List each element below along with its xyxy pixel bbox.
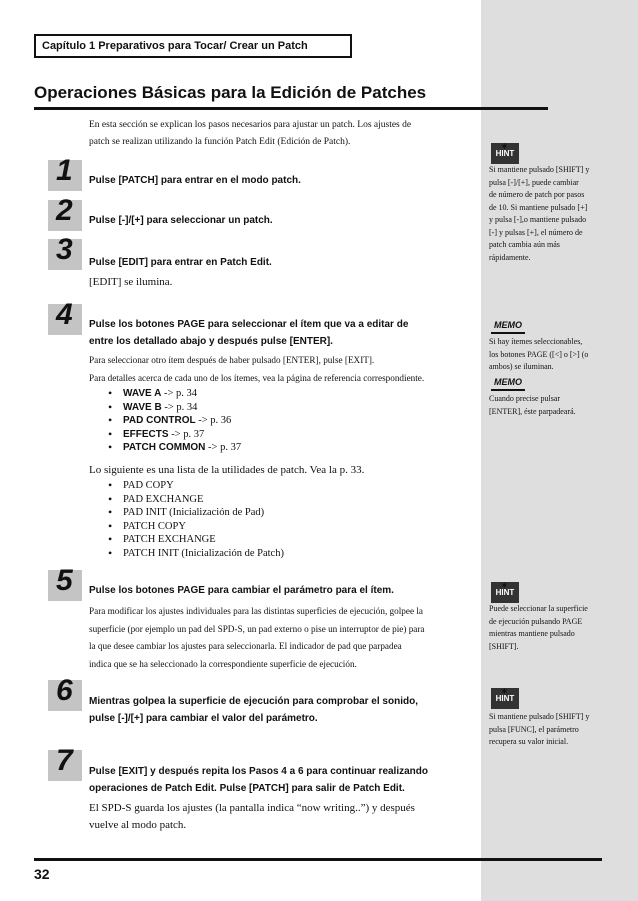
- list-item: • PATCH EXCHANGE: [105, 533, 284, 547]
- note-line: mientras mantiene pulsado: [489, 629, 575, 638]
- list-item: [105, 401, 241, 415]
- list-item: • PATCH INIT (Inicialización de Patch): [105, 547, 284, 561]
- step-number-4: 4: [56, 298, 73, 331]
- list-item: [105, 414, 241, 428]
- note-line: [SHIFT].: [489, 641, 519, 651]
- instruction-line: operaciones de Patch Edit. Pulse [PATCH] para salir de Patch Edit.: [89, 783, 405, 794]
- hint-note-3: [489, 711, 621, 749]
- step-6-instruction: [89, 693, 469, 727]
- ref-page: -> p. 34: [161, 388, 198, 399]
- instruction-line: Mientras golpea la superficie de ejecución para comprobar el sonido,: [89, 696, 418, 707]
- list-item: [105, 441, 241, 455]
- note-line: Si hay ítemes seleccionables,: [489, 337, 583, 346]
- detail-line: Para seleccionar otro ítem después de haber pulsado [ENTER], pulse [EXIT].: [89, 355, 375, 365]
- step-5-instruction: Pulse los botones PAGE para cambiar el parámetro para el ítem.: [89, 585, 394, 596]
- utilities-intro: Lo siguiente es una lista de la utilidades de patch. Vea la p. 33.: [89, 464, 365, 476]
- note-line: de 10. Si mantiene pulsado [+]: [489, 202, 588, 212]
- note-line: rápidamente.: [489, 252, 531, 262]
- list-item: [105, 387, 241, 401]
- step-number-2: 2: [56, 194, 73, 227]
- step-number-6: 6: [56, 674, 73, 707]
- hint-icon: ✶ HINT: [491, 688, 519, 709]
- note-line: patch cambia aún más: [489, 240, 560, 249]
- instruction-line: Pulse los botones PAGE para seleccionar el ítem que va a editar de: [89, 319, 409, 330]
- ref-name: EFFECTS: [123, 428, 169, 440]
- note-line: [ENTER], éste parpadeará.: [489, 406, 576, 416]
- ref-page: -> p. 36: [195, 415, 232, 426]
- note-line: Cuando precise pulsar: [489, 394, 561, 403]
- intro-line: patch se realizan utilizando la función Patch Edit (Edición de Patch).: [89, 137, 351, 147]
- detail-line: la que desee cambiar los ajustes para seleccionarla. El indicador de pad que parpadea: [89, 641, 402, 651]
- list-item: • PAD EXCHANGE: [105, 493, 284, 507]
- hint-label: HINT: [495, 588, 515, 597]
- note-line: vuelve al modo patch.: [89, 819, 187, 831]
- step-3-instruction: Pulse [EDIT] para entrar en Patch Edit.: [89, 257, 272, 268]
- hint-icon: ✶ HINT: [491, 143, 519, 164]
- footer-rule: [34, 858, 602, 861]
- detail-line: Para modificar los ajustes individuales para las distintas superficies de ejecución, golpee la: [89, 606, 423, 616]
- ref-page: -> p. 37: [168, 428, 205, 440]
- detail-line: Para detalles acerca de cada uno de los ítemes, vea la página de referencia correspondiente.: [89, 372, 425, 383]
- note-line: [-] y pulsas [+], el número de: [489, 227, 583, 237]
- hint-note-1: [489, 164, 621, 264]
- memo-note-2: [489, 393, 621, 418]
- step-3-note: [EDIT] se ilumina.: [89, 276, 173, 288]
- hint-label: HINT: [495, 694, 515, 703]
- page-number: 32: [34, 866, 50, 882]
- intro-text: [89, 117, 464, 151]
- hint-note-2: [489, 603, 621, 653]
- step-number-3: 3: [56, 233, 73, 266]
- step-number-1: 1: [56, 154, 73, 187]
- ref-name: WAVE A: [123, 388, 162, 399]
- step-2-instruction: Pulse [-]/[+] para seleccionar un patch.: [89, 215, 273, 226]
- instruction-line: entre los detallado abajo y después pulse [ENTER].: [89, 336, 333, 347]
- page-title: Operaciones Básicas para la Edición de Patches: [34, 83, 427, 102]
- note-line: recupera su valor inicial.: [489, 737, 569, 746]
- instruction-line: pulse [-]/[+] para cambiar el valor del parámetro.: [89, 713, 318, 724]
- detail-line: indica que se ha seleccionado la correspondiente superficie de ejecución.: [89, 658, 357, 669]
- step-7-note: [89, 800, 469, 834]
- note-line: y pulsa [-],o mantiene pulsado: [489, 215, 587, 224]
- intro-line: En esta sección se explican los pasos necesarios para ajustar un patch. Los ajustes de: [89, 120, 412, 130]
- step-1-instruction: Pulse [PATCH] para entrar en el modo patch.: [89, 175, 301, 186]
- hint-icon: ✶ HINT: [491, 582, 519, 603]
- note-line: pulsa [-]/[+], puede cambiar: [489, 177, 579, 187]
- note-line: El SPD-S guarda los ajustes (la pantalla indica “now writing..”) y después: [89, 802, 415, 814]
- detail-line: superficie (por ejemplo un pad del SPD-S, un pad externo o pise un interruptor de pie) para: [89, 623, 425, 634]
- list-item: [105, 428, 241, 442]
- step-4-detail: [89, 352, 469, 387]
- ref-page: -> p. 37: [205, 442, 242, 453]
- step-number-7: 7: [56, 744, 73, 777]
- ref-name: PAD CONTROL: [123, 415, 196, 426]
- ref-page: -> p. 34: [161, 401, 198, 413]
- note-line: ambos) se iluminan.: [489, 362, 554, 371]
- step-7-instruction: [89, 763, 469, 797]
- sidebar-panel: [481, 0, 638, 901]
- utilities-list: [105, 479, 284, 560]
- chapter-header: Capítulo 1 Preparativos para Tocar/ Crear un Patch: [34, 34, 352, 58]
- memo-icon: MEMO: [491, 317, 525, 334]
- step-5-detail: [89, 603, 469, 673]
- note-line: Si mantiene pulsado [SHIFT] y: [489, 165, 590, 174]
- title-rule: [34, 107, 548, 110]
- note-line: Si mantiene pulsado [SHIFT] y: [489, 712, 590, 721]
- hint-label: HINT: [495, 149, 515, 158]
- step-4-instruction: [89, 316, 469, 350]
- list-item: • PAD COPY: [105, 479, 284, 493]
- memo-icon: MEMO: [491, 374, 525, 391]
- reference-list: [105, 387, 241, 455]
- memo-note-1: [489, 336, 621, 374]
- list-item: • PATCH COPY: [105, 520, 284, 534]
- instruction-line: Pulse [EXIT] y después repita los Pasos 4 a 6 para continuar realizando: [89, 766, 429, 777]
- step-number-5: 5: [56, 564, 73, 597]
- note-line: pulsa [FUNC], el parámetro: [489, 724, 579, 734]
- note-line: los botones PAGE ([<] o [>] (o: [489, 349, 589, 359]
- note-line: de ejecución pulsando PAGE: [489, 616, 583, 626]
- list-item: • PAD INIT (Inicialización de Pad): [105, 506, 284, 520]
- ref-name: WAVE B: [123, 401, 162, 413]
- note-line: de número de patch por pasos: [489, 190, 585, 199]
- ref-name: PATCH COMMON: [123, 442, 206, 453]
- note-line: Puede seleccionar la superficie: [489, 604, 588, 613]
